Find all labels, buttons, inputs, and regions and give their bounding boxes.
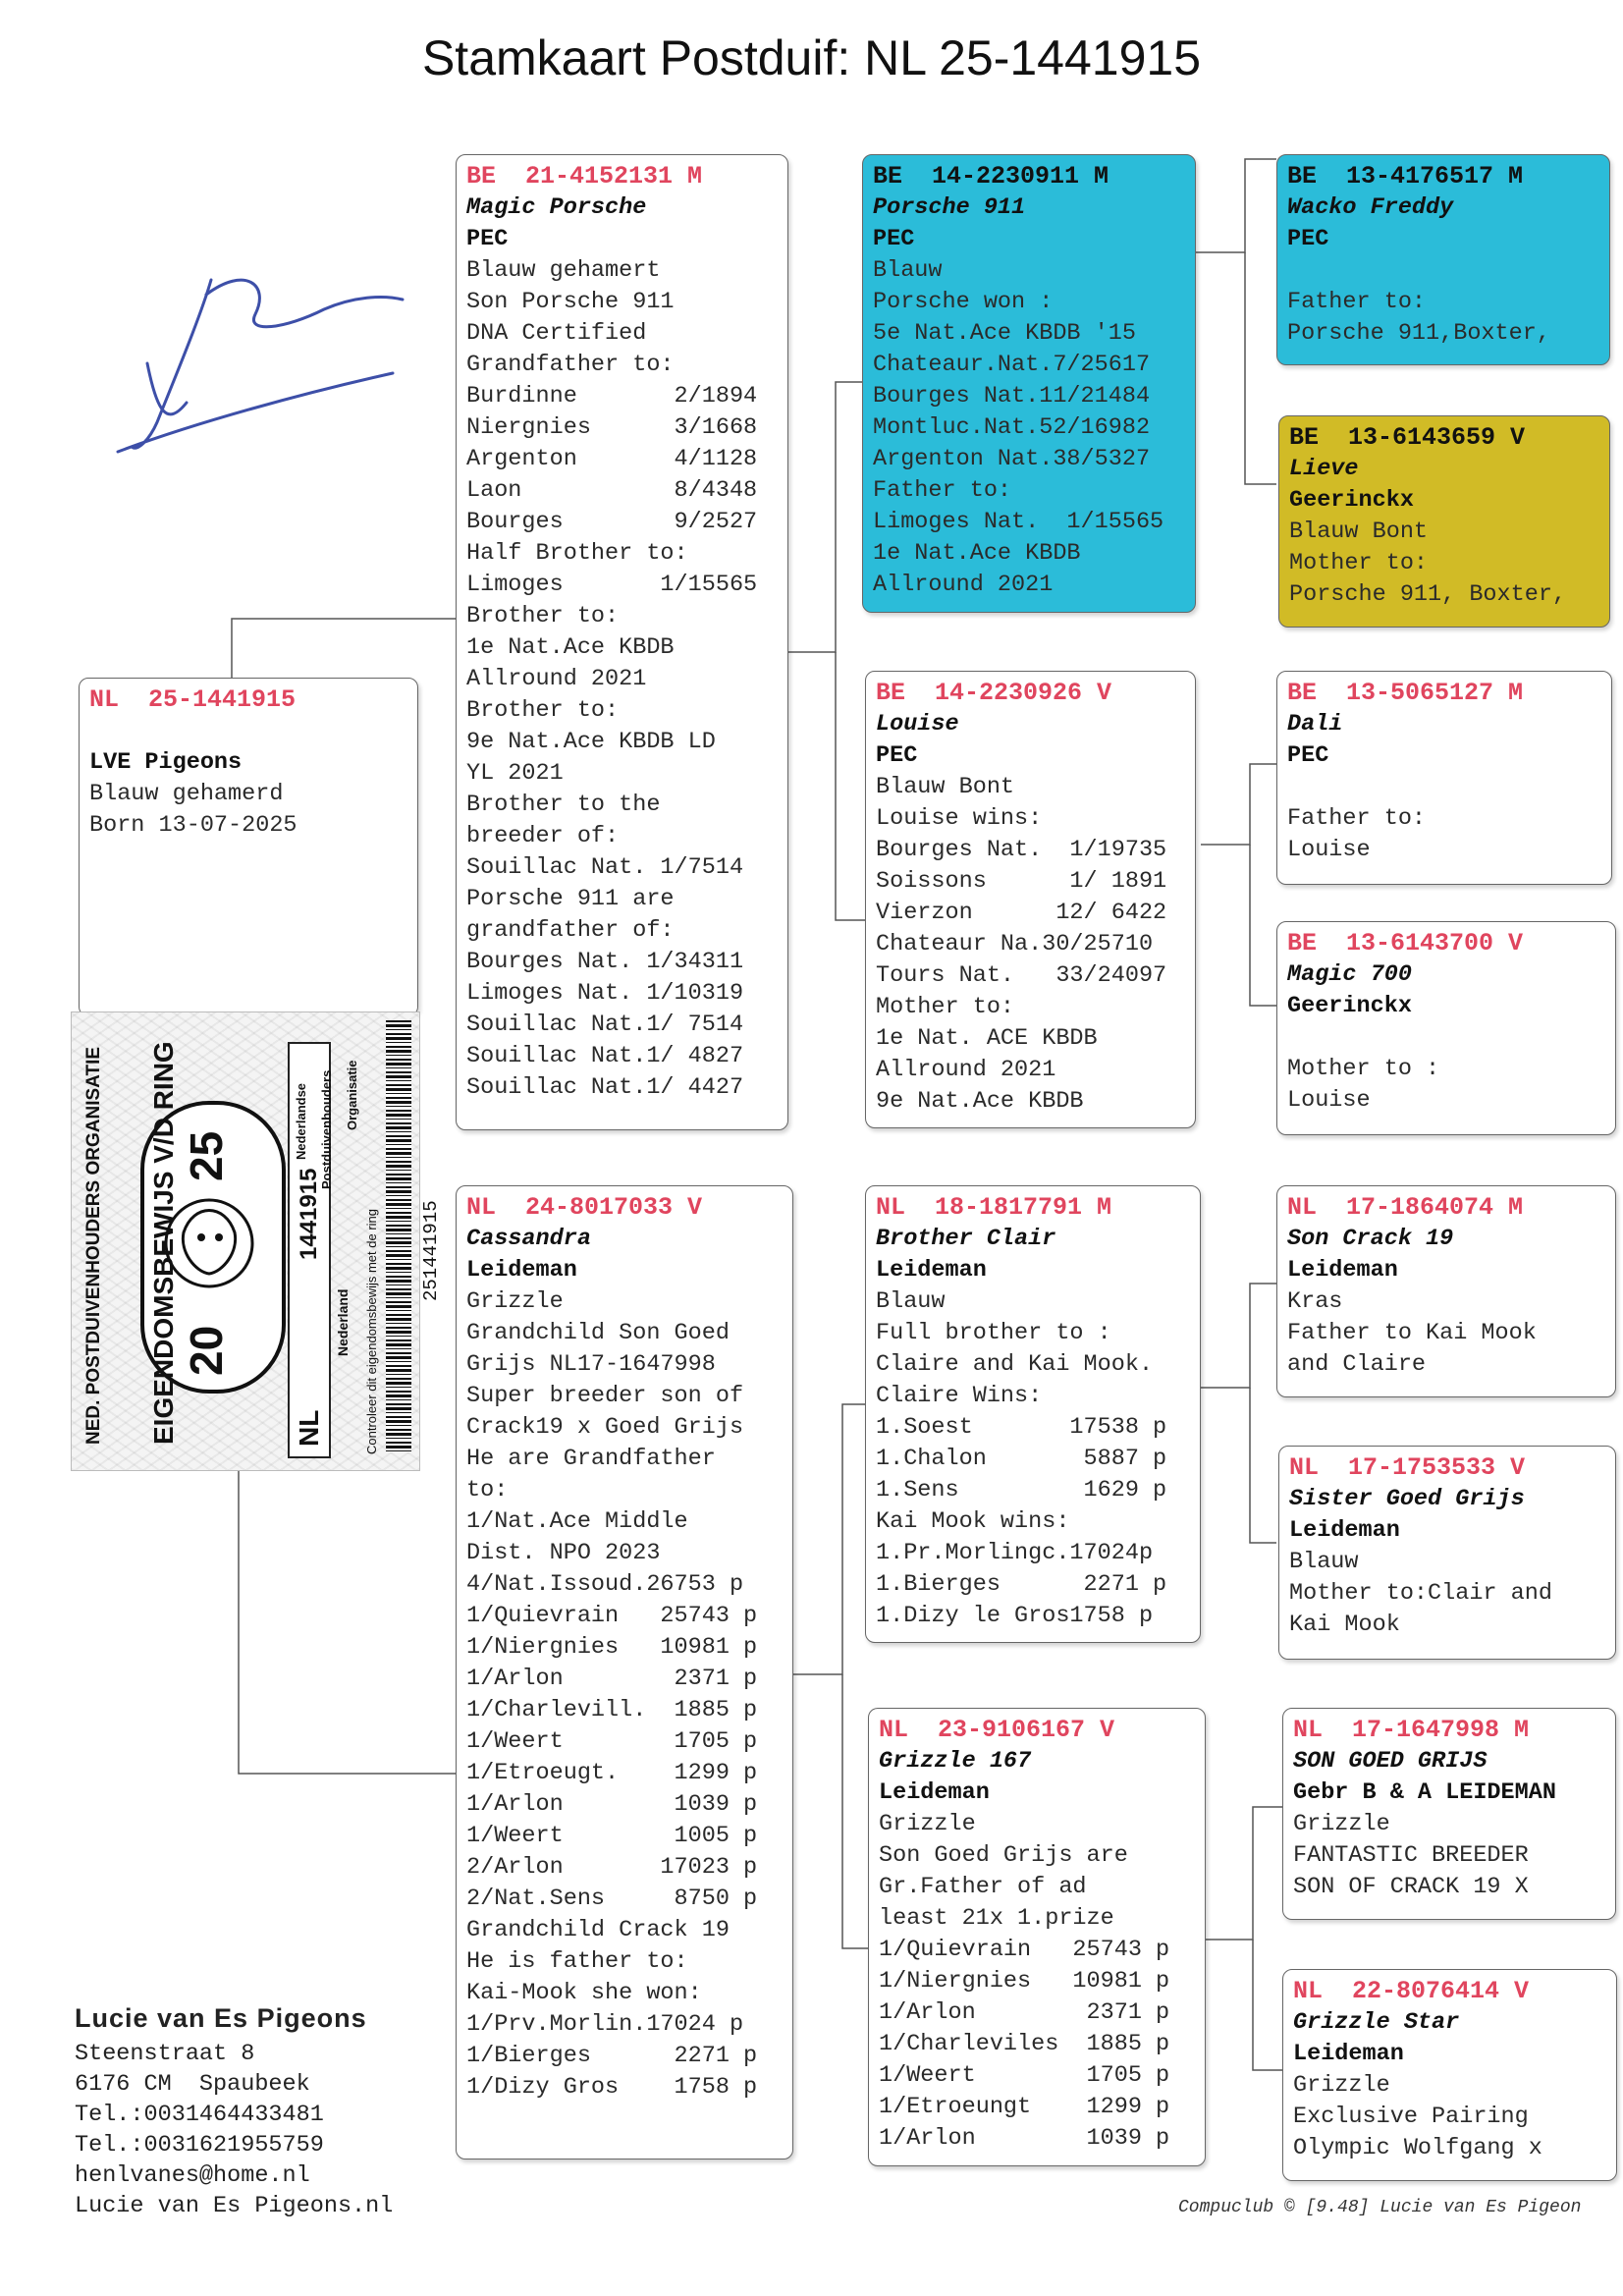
ring-check-text: Controleer dit eigendomsbewijs met de ring [364, 1208, 379, 1454]
sire-breeder: PEC [466, 226, 509, 252]
sd-dam-name: Magic 700 [1287, 961, 1412, 988]
breeder-phone-2: Tel.:0031621955759 [75, 2132, 324, 2159]
ring-org-abbr-2: Postduivenhouders [319, 1069, 334, 1189]
sire-sire-card: BE 14-2230911 M Porsche 911 PEC Blauw Porsche won : 5e Nat.Ace KBDB '15 Chateaur.Nat.7/25617 Bourges Nat.11/21484 Montluc.Nat.52/16982 Argenton Nat.38/5327 Father to: Limoges Nat. 1/15565 1e Nat.Ace KBDB Allround 2021 [862, 154, 1196, 613]
page-title: Stamkaart Postduif: NL 25-1441915 [421, 30, 1202, 85]
breeder-phone-1: Tel.:0031464433481 [75, 2102, 324, 2128]
sd-dam-ring: BE 13-6143700 V [1287, 929, 1524, 957]
subject-ring: NL 25-1441915 [89, 685, 297, 714]
dd-sire-name: SON GOED GRIJS [1293, 1748, 1488, 1775]
dam-ring: NL 24-8017033 V [466, 1193, 703, 1222]
sire-ring: BE 21-4152131 M [466, 162, 703, 191]
ring-ownership-card [71, 1011, 420, 1471]
ss-sire-card: BE 13-4176517 M Wacko Freddy PEC Father to: Porsche 911,Boxter, [1276, 154, 1610, 365]
sd-sire-ring: BE 13-5065127 M [1287, 679, 1524, 707]
ring-barcode-number: 251441915 [420, 1200, 442, 1301]
ss-dam-name: Lieve [1289, 456, 1359, 482]
ss-dam-card: BE 13-6143659 V Lieve Geerinckx Blauw Bont Mother to: Porsche 911, Boxter, [1278, 415, 1610, 628]
sire-dam-name: Louise [876, 711, 959, 738]
ds-sire-ring: NL 17-1864074 M [1287, 1193, 1524, 1222]
footer-credit: Compuclub © [9.48] Lucie van Es Pigeon [1178, 2198, 1582, 2217]
ds-sire-name: Son Crack 19 [1287, 1226, 1454, 1252]
dam-sire-name: Brother Clair [876, 1226, 1056, 1252]
ds-dam-name: Sister Goed Grijs [1289, 1486, 1525, 1512]
ring-organisation: NED. POSTDUIVENHOUDERS ORGANISATIE [83, 1046, 104, 1445]
subject-breeder: LVE Pigeons [89, 749, 243, 776]
sd-dam-card: BE 13-6143700 V Magic 700 Geerinckx Mother to : Louise [1276, 921, 1616, 1135]
dam-dam-name: Grizzle 167 [879, 1748, 1032, 1775]
ds-dam-card: NL 17-1753533 V Sister Goed Grijs Leideman Blauw Mother to:Clair and Kai Mook [1278, 1446, 1616, 1660]
sire-card: BE 21-4152131 M Magic Porsche PEC Blauw gehamert Son Porsche 911 DNA Certified Grandfather to: Burdinne 2/1894 Niergnies 3/1668 Argenton 4/1128 Laon 8/4348 Bourges 9/2527 Half Brother to: Limoges 1/15565 Brother to: 1e Nat.Ace KBDB Allround 2021 Brother to: 9e Nat.Ace KBDB LD YL 2021 Brother to the breeder of: Souillac Nat. 1/7514 Porsche 911 are grandfather of: Bourges Nat. 1/34311 Limoges Nat. 1/10319 Souillac Nat.1/ 7514 Souillac Nat.1/ 4827 Souillac Nat.1/ 4427 [456, 154, 788, 1130]
breeder-website: Lucie van Es Pigeons.nl [75, 2193, 394, 2219]
sire-name: Magic Porsche [466, 194, 647, 221]
dam-dam-card: NL 23-9106167 V Grizzle 167 Leideman Grizzle Son Goed Grijs are Gr.Father of ad least 21x 1.prize 1/Quievrain 25743 p 1/Niergnies 10981 p 1/Arlon 2371 p 1/Charleviles 1885 p 1/Weert 1705 p 1/Etroeungt 1299 p 1/Arlon 1039 p [868, 1708, 1206, 2166]
ring-org-abbr-3: Organisatie [345, 1060, 359, 1130]
dd-dam-card: NL 22-8076414 V Grizzle Star Leideman Grizzle Exclusive Pairing Olympic Wolfgang x [1282, 1969, 1617, 2181]
dd-sire-card: NL 17-1647998 M SON GOED GRIJS Gebr B & A LEIDEMAN Grizzle FANTASTIC BREEDER SON OF CRACK 19 X [1282, 1708, 1616, 1920]
ring-document-title: EIGENDOMSBEWIJS V/D RING [148, 1041, 179, 1445]
ss-dam-ring: BE 13-6143659 V [1289, 423, 1526, 452]
sd-sire-card: BE 13-5065127 M Dali PEC Father to: Louise [1276, 671, 1612, 885]
ss-sire-ring: BE 13-4176517 M [1287, 162, 1524, 191]
breeder-email: henlvanes@home.nl [75, 2162, 310, 2189]
ds-dam-ring: NL 17-1753533 V [1289, 1453, 1526, 1482]
ring-country: NL [294, 1409, 324, 1447]
dd-dam-name: Grizzle Star [1293, 2009, 1460, 2036]
dam-dam-ring: NL 23-9106167 V [879, 1716, 1115, 1744]
breeder-city: 6176 CM Spaubeek [75, 2071, 310, 2098]
dd-dam-ring: NL 22-8076414 V [1293, 1977, 1530, 2005]
breeder-street: Steenstraat 8 [75, 2041, 255, 2067]
breeder-name: Lucie van Es Pigeons [75, 2003, 367, 2033]
dam-breeder: Leideman [466, 1257, 577, 1284]
ss-sire-name: Wacko Freddy [1287, 194, 1454, 221]
sire-sire-name: Porsche 911 [873, 194, 1026, 221]
dam-sire-card: NL 18-1817791 M Brother Clair Leideman Blauw Full brother to : Claire and Kai Mook. Claire Wins: 1.Soest 17538 p 1.Chalon 5887 p 1.Sens 1629 p Kai Mook wins: 1.Pr.Morlingc.17024p 1.Bierges 2271 p 1.Dizy le Gros1758 p [865, 1185, 1201, 1643]
dam-sire-ring: NL 18-1817791 M [876, 1193, 1112, 1222]
ring-barcode [386, 1020, 411, 1452]
ring-number: 1441915 [296, 1168, 322, 1260]
sire-dam-card: BE 14-2230926 V Louise PEC Blauw Bont Louise wins: Bourges Nat. 1/19735 Soissons 1/ 1891 Vierzon 12/ 6422 Chateaur Na.30/25710 Tours Nat. 33/24097 Mother to: 1e Nat. ACE KBDB Allround 2021 9e Nat.Ace KBDB [865, 671, 1196, 1128]
sire-dam-ring: BE 14-2230926 V [876, 679, 1112, 707]
ring-year-left: 20 [181, 1325, 232, 1376]
ds-sire-card: NL 17-1864074 M Son Crack 19 Leideman Kras Father to Kai Mook and Claire [1276, 1185, 1616, 1397]
subject-born: Born 13-07-2025 [89, 812, 298, 839]
sire-sire-ring: BE 14-2230911 M [873, 162, 1109, 191]
ring-country-name: Nederland [335, 1288, 351, 1356]
dam-card: NL 24-8017033 V Cassandra Leideman Grizzle Grandchild Son Goed Grijs NL17-1647998 Super breeder son of Crack19 x Goed Grijs He are Grandfather to: 1/Nat.Ace Middle Dist. NPO 2023 4/Nat.Issoud.26753 p 1/Quievrain 25743 p 1/Niergnies 10981 p 1/Arlon 2371 p 1/Charlevill. 1885 p 1/Weert 1705 p 1/Etroeugt. 1299 p 1/Arlon 1039 p 1/Weert 1005 p 2/Arlon 17023 p 2/Nat.Sens 8750 p Grandchild Crack 19 He is father to: Kai-Mook she won: 1/Prv.Morlin.17024 p 1/Bierges 2271 p 1/Dizy Gros 1758 p [456, 1185, 793, 2159]
ring-org-abbr-1: Nederlandse [294, 1082, 308, 1160]
ring-year-right: 25 [181, 1130, 232, 1181]
subject-color: Blauw gehamerd [89, 781, 284, 807]
subject-card [79, 678, 418, 1016]
sd-sire-name: Dali [1287, 711, 1343, 738]
breeder-contact [75, 1997, 393, 2221]
dd-sire-ring: NL 17-1647998 M [1293, 1716, 1530, 1744]
dam-name: Cassandra [466, 1226, 591, 1252]
